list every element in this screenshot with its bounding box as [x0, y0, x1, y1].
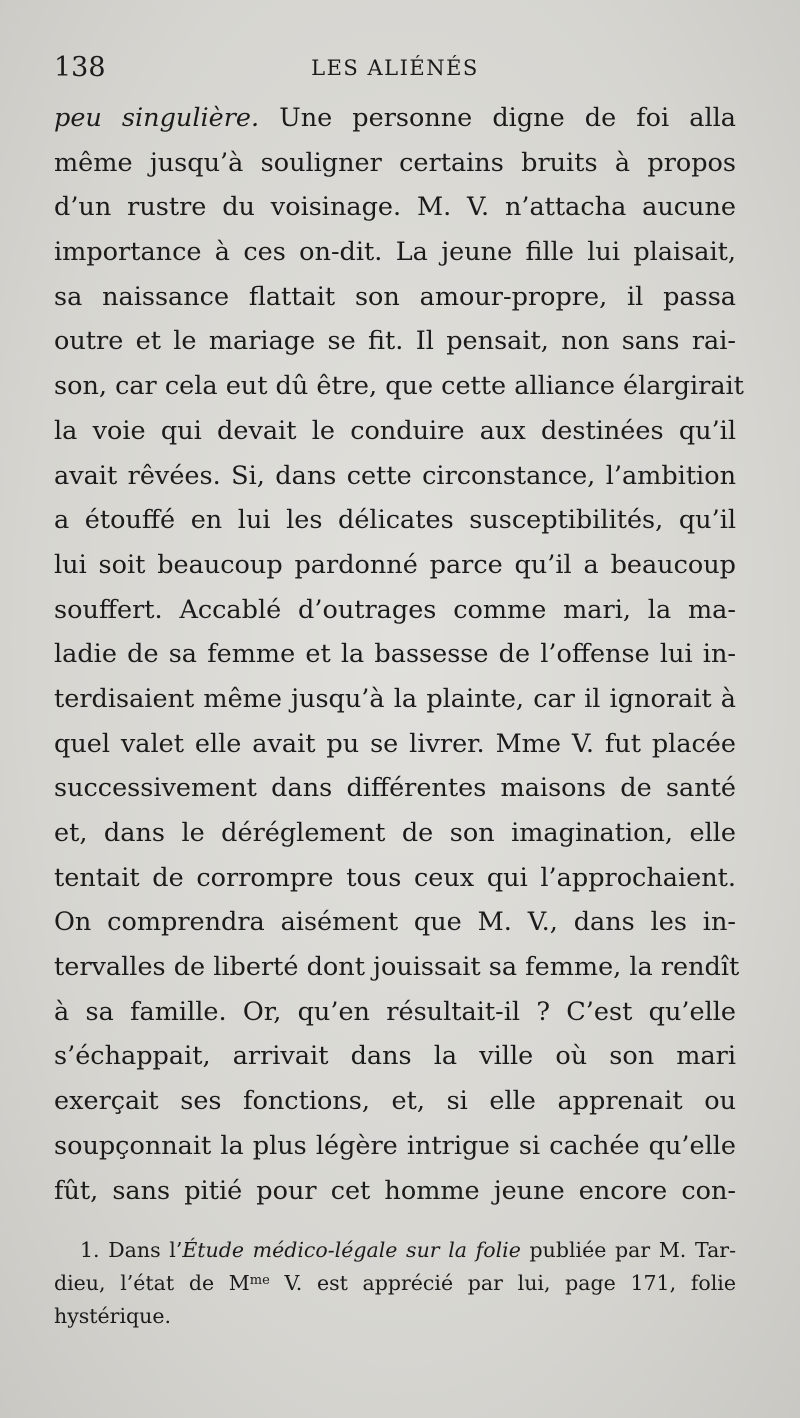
- text-line: souffert. Accablé d’outrages comme mari, la ma-: [54, 594, 736, 625]
- page-header: [54, 48, 736, 88]
- text-run: Une personne digne de foi alla: [259, 103, 736, 133]
- italic-phrase: peu singulière.: [54, 103, 260, 133]
- text-line: et, dans le déréglement de son imagination, elle: [54, 818, 736, 848]
- text-line: sa naissance flattait son amour-propre, il passa: [54, 281, 736, 312]
- text-line: soupçonnait la plus légère intrigue si cachée qu’elle: [54, 1130, 736, 1161]
- text-line: même jusqu’à souligner certains bruits à propos: [54, 147, 736, 178]
- text-run: 1. Dans l’: [80, 1238, 183, 1262]
- text-run: dieu, l’état de M: [54, 1271, 250, 1295]
- text-line: avait rêvées. Si, dans cette circonstance, l’ambition: [54, 460, 736, 491]
- text-line: terdisaient même jusqu’à la plainte, car il ignorait à: [54, 683, 736, 714]
- body-text: [54, 96, 744, 1213]
- text-run: publiée par M. Tar-: [520, 1238, 737, 1262]
- text-line: à sa famille. Or, qu’en résultait-il ? C’est qu’elle: [54, 996, 736, 1027]
- italic-title: Étude médico-légale sur la folie: [182, 1238, 521, 1262]
- running-head: LES ALIÉNÉS: [311, 56, 479, 80]
- text-line: la voie qui devait le conduire aux destinées qu’il: [54, 415, 736, 446]
- page-number: 138: [54, 52, 106, 83]
- superscript: me: [249, 1273, 270, 1288]
- text-line: quel valet elle avait pu se livrer. Mme V. fut placée: [54, 728, 736, 759]
- text-line: son, car cela eut dû être, que cette alliance élargirait: [54, 371, 744, 402]
- text-line: importance à ces on-dit. La jeune fille lui plaisait,: [54, 237, 736, 268]
- text-line: [54, 96, 736, 141]
- text-line: a étouffé en lui les délicates susceptibilités, qu’il: [54, 505, 736, 536]
- text-line: lui soit beaucoup pardonné parce qu’il a beaucoup: [54, 549, 736, 580]
- text-run: V. est apprécié par lui, page 171, folie: [269, 1271, 736, 1295]
- text-line: d’un rustre du voisinage. M. V. n’attacha aucune: [54, 192, 736, 223]
- footnote-line: [54, 1234, 736, 1267]
- footnote-line: hystérique.: [54, 1304, 172, 1328]
- footnote: [54, 1234, 736, 1333]
- text-line: outre et le mariage se fit. Il pensait, non sans rai-: [54, 326, 736, 357]
- footnote-line: [54, 1267, 736, 1300]
- text-line: tervalles de liberté dont jouissait sa femme, la rendît: [54, 952, 740, 983]
- text-line: ladie de sa femme et la bassesse de l’offense lui in-: [54, 639, 736, 670]
- text-line: tentait de corrompre tous ceux qui l’approchaient.: [54, 862, 736, 893]
- text-line: s’échappait, arrivait dans la ville où son mari: [54, 1041, 736, 1072]
- text-line: successivement dans différentes maisons de santé: [54, 773, 736, 804]
- text-line: exerçait ses fonctions, et, si elle apprenait ou: [54, 1086, 736, 1117]
- text-line: On comprendra aisément que M. V., dans les in-: [54, 907, 736, 938]
- text-line: fût, sans pitié pour cet homme jeune encore con-: [54, 1175, 736, 1206]
